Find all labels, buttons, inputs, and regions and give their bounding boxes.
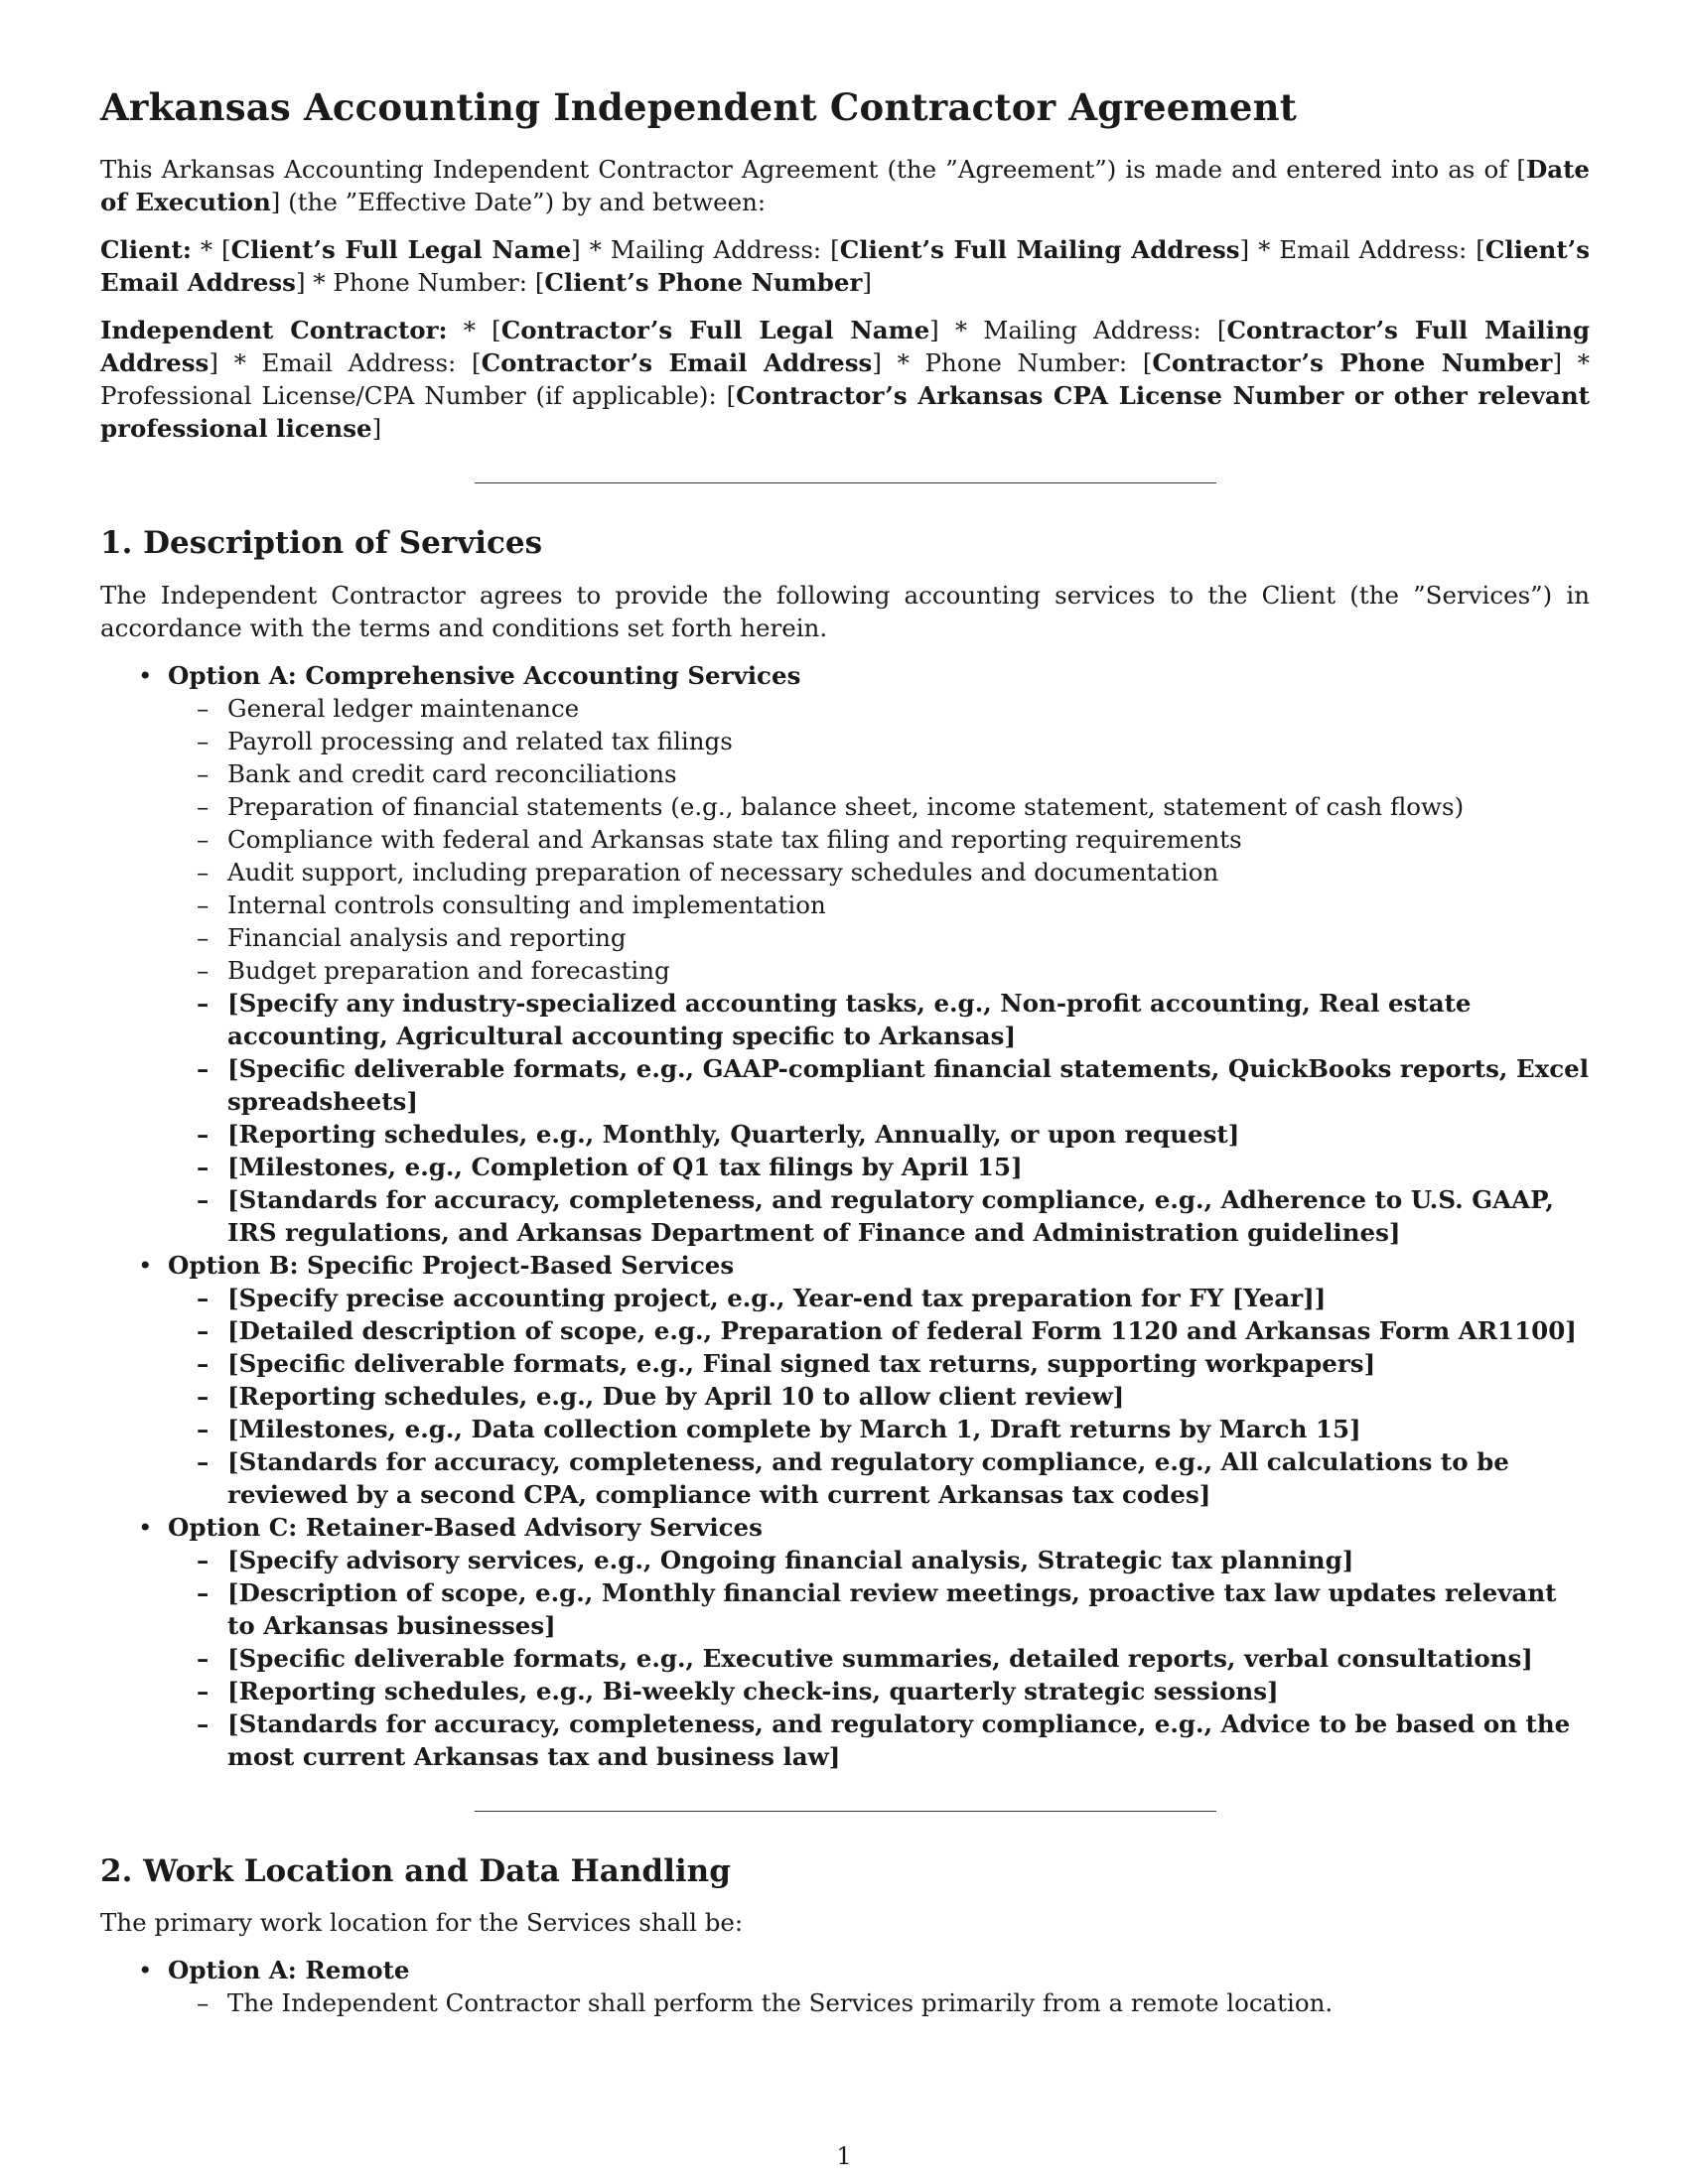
- intro-paragraph: [100, 153, 1590, 218]
- dash-icon: –: [197, 758, 210, 788]
- list-item-text: [Reporting schedules, e.g., Bi-weekly check-ins, quarterly strategic sessions]: [227, 1676, 1279, 1706]
- option-subitems: [168, 692, 1590, 1249]
- client-phone-prefix: ] * Phone Number: [: [295, 268, 545, 298]
- dash-icon: –: [197, 726, 210, 755]
- contractor-email-prefix: ] * Email Address: [: [209, 348, 482, 378]
- list-item-text: Compliance with federal and Arkansas state tax filing and reporting requirements: [227, 824, 1242, 854]
- list-item: [168, 1118, 1590, 1151]
- list-item: [168, 888, 1590, 921]
- list-item: [168, 757, 1590, 790]
- client-block: [100, 233, 1590, 299]
- list-item-text: The Independent Contractor shall perform the Services primarily from a remote location.: [227, 1987, 1334, 2017]
- section1-heading: 1. Description of Services: [100, 525, 543, 562]
- list-item: [168, 1052, 1590, 1118]
- list-item-text: [Detailed description of scope, e.g., Preparation of federal Form 1120 and Arkansas Form AR1100]: [227, 1315, 1577, 1345]
- option-subitems: [168, 1544, 1590, 1773]
- dash-icon: –: [197, 1676, 210, 1706]
- section1-options: [100, 659, 1590, 1773]
- list-item: [168, 1544, 1590, 1576]
- contractor-end: ]: [371, 414, 382, 444]
- list-item-text: [Specify precise accounting project, e.g., Year-end tax preparation for FY [Year]]: [227, 1283, 1327, 1312]
- option-item: [100, 1511, 1590, 1773]
- dash-icon: –: [197, 824, 210, 854]
- contractor-phone-prefix: ] * Phone Number: [: [872, 348, 1153, 378]
- dash-icon: –: [197, 1987, 210, 2017]
- dash-icon: –: [197, 1643, 210, 1673]
- dash-icon: –: [197, 1119, 210, 1149]
- dash-icon: –: [197, 791, 210, 821]
- section2-intro: The primary work location for the Services shall be:: [100, 1907, 744, 1937]
- list-item-text: [Description of scope, e.g., Monthly financial review meetings, proactive tax law updates relevant to Arkansas businesses]: [227, 1577, 1557, 1640]
- section2-options: [100, 1954, 1590, 2019]
- client-mail-prefix: ] * Mailing Address: [: [571, 235, 840, 265]
- section-divider: [475, 482, 1216, 483]
- intro-prefix: This Arkansas Accounting Independent Contractor Agreement (the ”Agreement”) is made and entered into as of [: [100, 155, 1526, 185]
- client-email-prefix: ] * Email Address: [: [1239, 235, 1485, 265]
- bullet-icon: •: [138, 1955, 153, 1984]
- option-item: [100, 659, 1590, 1249]
- list-item: [168, 921, 1590, 954]
- list-item: [168, 1445, 1590, 1511]
- dash-icon: –: [197, 1315, 210, 1345]
- dash-icon: –: [197, 922, 210, 952]
- option-subitems: [168, 1986, 1590, 2019]
- list-item: [168, 1380, 1590, 1413]
- option-subitems: [168, 1282, 1590, 1511]
- list-item-text: General ledger maintenance: [227, 693, 580, 723]
- list-item-text: [Standards for accuracy, completeness, and regulatory compliance, e.g., Advice to be based on the most current Arkansas tax and business law]: [227, 1708, 1571, 1771]
- list-item: [168, 1183, 1590, 1249]
- list-item: [168, 692, 1590, 725]
- dash-icon: –: [197, 1545, 210, 1574]
- list-item-text: Financial analysis and reporting: [227, 922, 627, 952]
- list-item-text: Preparation of financial statements (e.g., balance sheet, income statement, statement of cash flows): [227, 791, 1465, 821]
- dash-icon: –: [197, 1152, 210, 1181]
- option-title: Option C: Retainer-Based Advisory Services: [168, 1512, 763, 1542]
- list-item-text: [Milestones, e.g., Completion of Q1 tax filings by April 15]: [227, 1152, 1023, 1181]
- list-item-text: [Specify advisory services, e.g., Ongoing financial analysis, Strategic tax planning]: [227, 1545, 1354, 1574]
- dash-icon: –: [197, 889, 210, 919]
- list-item: [168, 1151, 1590, 1183]
- option-title: Option B: Specific Project-Based Services: [168, 1250, 735, 1280]
- option-title: Option A: Remote: [168, 1955, 410, 1984]
- contractor-mail-prefix: ] * Mailing Address: [: [929, 316, 1227, 345]
- list-item: [168, 1642, 1590, 1675]
- list-item: [168, 1707, 1590, 1773]
- client-name: Client’s Full Legal Name: [230, 235, 572, 265]
- list-item: [168, 823, 1590, 856]
- list-item: [168, 1413, 1590, 1445]
- contractor-mail: Contractor’s Full Mailing Address: [100, 316, 1590, 378]
- list-item: [168, 987, 1590, 1052]
- client-name-prefix: * [: [200, 235, 231, 265]
- list-item-text: Budget preparation and forecasting: [227, 955, 670, 985]
- list-item: [168, 725, 1590, 757]
- option-item: [100, 1249, 1590, 1511]
- document-title: Arkansas Accounting Independent Contractor Agreement: [100, 85, 1297, 129]
- contractor-block: [100, 314, 1590, 445]
- client-mail: Client’s Full Mailing Address: [839, 235, 1240, 265]
- list-item-text: Payroll processing and related tax filings: [227, 726, 733, 755]
- date-field: Date of Execution: [100, 155, 1590, 217]
- list-item: [168, 1314, 1590, 1347]
- list-item-text: [Milestones, e.g., Data collection complete by March 1, Draft returns by March 15]: [227, 1414, 1361, 1443]
- dash-icon: –: [197, 1184, 210, 1214]
- list-item: [168, 790, 1590, 823]
- client-email: Client’s Email Address: [100, 235, 1590, 298]
- dash-icon: –: [197, 1381, 210, 1411]
- page-number: 1: [836, 2142, 852, 2170]
- list-item-text: [Specific deliverable formats, e.g., Executive summaries, detailed reports, verbal consultations]: [227, 1643, 1533, 1673]
- list-item-text: Bank and credit card reconciliations: [227, 758, 677, 788]
- client-end: ]: [862, 268, 872, 298]
- intro-suffix: ] (the ”Effective Date”) by and between:: [270, 188, 767, 217]
- dash-icon: –: [197, 693, 210, 723]
- section2-heading: 2. Work Location and Data Handling: [100, 1852, 731, 1889]
- contractor-email: Contractor’s Email Address: [481, 348, 873, 378]
- dash-icon: –: [197, 955, 210, 985]
- contractor-name: Contractor’s Full Legal Name: [500, 316, 930, 345]
- dash-icon: –: [197, 1414, 210, 1443]
- dash-icon: –: [197, 988, 210, 1018]
- dash-icon: –: [197, 1283, 210, 1312]
- dash-icon: –: [197, 857, 210, 887]
- contractor-license-prefix: ] * Professional License/CPA Number (if applicable): [: [100, 348, 1590, 411]
- list-item: [168, 1986, 1590, 2019]
- bullet-icon: •: [138, 660, 153, 690]
- dash-icon: –: [197, 1577, 210, 1607]
- list-item-text: [Standards for accuracy, completeness, and regulatory compliance, e.g., Adherence to U.S. GAAP, IRS regulations, and Arkansas Department of Finance and Administration guidelines]: [227, 1184, 1554, 1247]
- section1-intro: The Independent Contractor agrees to provide the following accounting services to the Client (the ”Services”) in accordance with the terms and conditions set forth herein.: [100, 580, 1590, 642]
- dash-icon: –: [197, 1446, 210, 1476]
- list-item-text: [Reporting schedules, e.g., Due by April 10 to allow client review]: [227, 1381, 1125, 1411]
- contractor-name-prefix: * [: [463, 316, 501, 345]
- bullet-icon: •: [138, 1512, 153, 1542]
- list-item: [168, 1576, 1590, 1642]
- list-item: [168, 1347, 1590, 1380]
- contractor-phone: Contractor’s Phone Number: [1152, 348, 1553, 378]
- option-title: Option A: Comprehensive Accounting Services: [168, 660, 801, 690]
- client-label: Client:: [100, 235, 192, 265]
- dash-icon: –: [197, 1708, 210, 1738]
- list-item-text: [Reporting schedules, e.g., Monthly, Quarterly, Annually, or upon request]: [227, 1119, 1240, 1149]
- option-item: [100, 1954, 1590, 2019]
- dash-icon: –: [197, 1348, 210, 1378]
- contractor-label: Independent Contractor:: [100, 316, 448, 345]
- list-item-text: Internal controls consulting and implementation: [227, 889, 826, 919]
- dash-icon: –: [197, 1053, 210, 1083]
- list-item-text: [Specify any industry-specialized accounting tasks, e.g., Non-profit accounting, Real estate accounting, Agricultural accounting specific to Arkansas]: [227, 988, 1472, 1050]
- list-item-text: [Specific deliverable formats, e.g., GAAP-compliant financial statements, QuickBooks reports, Excel spreadsheets]: [227, 1053, 1590, 1116]
- list-item: [168, 1282, 1590, 1314]
- list-item: [168, 1675, 1590, 1707]
- list-item: [168, 954, 1590, 987]
- list-item-text: [Specific deliverable formats, e.g., Final signed tax returns, supporting workpapers]: [227, 1348, 1376, 1378]
- list-item-text: [Standards for accuracy, completeness, and regulatory compliance, e.g., All calculations to be reviewed by a second CPA, compliance with current Arkansas tax codes]: [227, 1446, 1509, 1509]
- list-item-text: Audit support, including preparation of necessary schedules and documentation: [227, 857, 1219, 887]
- contractor-license: Contractor’s Arkansas CPA License Number or other relevant professional license: [100, 381, 1590, 444]
- section-divider: [475, 1811, 1216, 1812]
- document-page: [100, 85, 1590, 2043]
- client-phone: Client’s Phone Number: [544, 268, 863, 298]
- list-item: [168, 856, 1590, 888]
- bullet-icon: •: [138, 1250, 153, 1280]
